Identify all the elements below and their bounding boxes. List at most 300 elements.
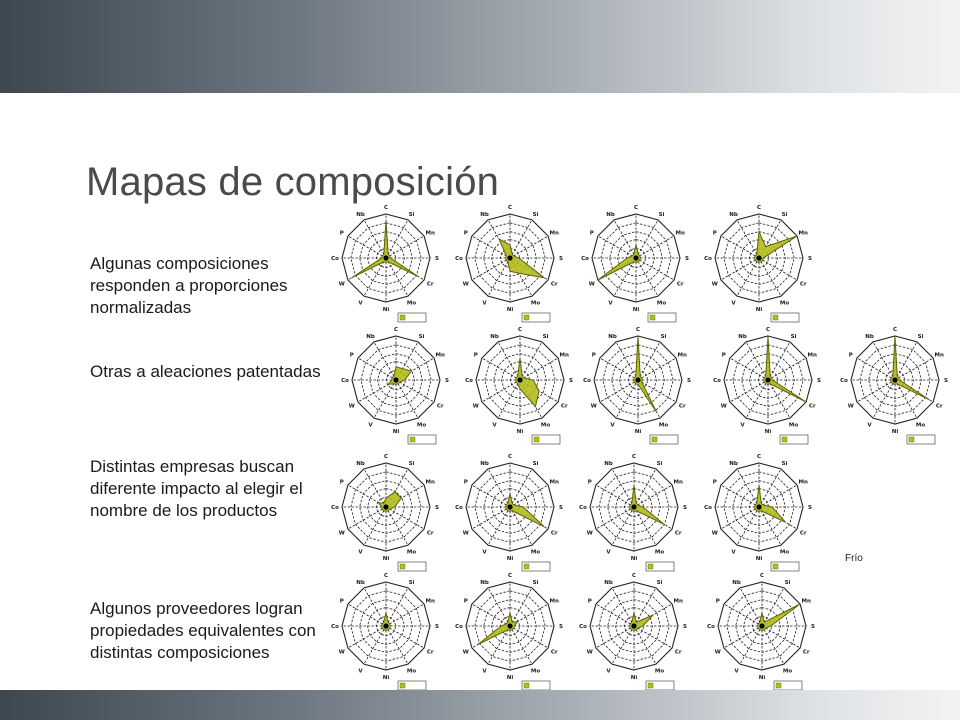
radar-spoke [737, 220, 759, 258]
radar-chart [713, 327, 821, 444]
axis-label: Mn [425, 479, 435, 486]
axis-label: V [731, 549, 736, 556]
axis-label: Ni [891, 429, 899, 436]
axis-label: Co [455, 256, 463, 263]
axis-label: C [507, 205, 513, 212]
axis-label: Ni [630, 556, 638, 563]
radar-spoke [364, 469, 386, 507]
axis-label: Nb [480, 212, 489, 218]
axis-label: Cr [426, 281, 434, 288]
legend-swatch [909, 437, 914, 442]
axis-label: Mn [673, 598, 683, 605]
axis-label: W [586, 649, 593, 656]
radar-spoke [612, 469, 634, 507]
legend-swatch [773, 564, 778, 569]
axis-label: Cr [799, 530, 807, 537]
radar-chart [704, 205, 812, 322]
radar-spoke [348, 236, 386, 258]
axis-label: Mo [915, 422, 926, 429]
axis-label: Mn [798, 230, 808, 237]
axis-label: C [892, 327, 898, 334]
axis-label: C [383, 454, 389, 461]
axis-label: Si [656, 580, 663, 586]
radar-center [507, 504, 512, 509]
radar-chart [341, 327, 449, 444]
axis-label: Cr [550, 281, 558, 288]
axis-label: Cr [436, 403, 444, 410]
radar-center [633, 255, 638, 260]
axis-label: Co [331, 624, 339, 631]
axis-label: Ni [758, 675, 766, 682]
axis-label: Cr [935, 403, 943, 410]
radar-area [388, 367, 411, 385]
axis-label: Nb [865, 334, 874, 340]
radar-area [598, 245, 641, 280]
radar-spoke [721, 485, 759, 507]
radar-spoke [364, 220, 386, 258]
bullet-text: Algunos proveedores logran propiedades equivalentes con distintas composiciones [90, 599, 316, 662]
axis-label: P [587, 598, 592, 605]
radar-center [507, 255, 512, 260]
axis-label: Mn [677, 352, 687, 359]
axis-label: P [339, 479, 344, 486]
axis-label: S [687, 378, 691, 385]
legend-swatch [400, 315, 405, 320]
axis-label: Nb [480, 461, 489, 467]
radar-spoke [472, 604, 510, 626]
axis-label: P [349, 352, 354, 359]
radar-spoke [472, 485, 510, 507]
radar-spoke [520, 358, 558, 380]
radar-chart [581, 205, 689, 322]
axis-label: Cr [560, 403, 568, 410]
legend-swatch [400, 683, 405, 688]
axis-label: Co [704, 505, 712, 512]
axis-label: Nb [604, 580, 613, 586]
axis-label: Co [455, 624, 463, 631]
radar-spoke [482, 358, 520, 380]
axis-label: Si [781, 212, 788, 218]
axis-label: S [817, 378, 821, 385]
radar-chart [455, 205, 563, 322]
axis-label: V [482, 300, 487, 307]
axis-label: Co [455, 505, 463, 512]
axis-label: Mn [798, 479, 808, 486]
axis-label: C [517, 327, 523, 334]
radar-spoke [636, 236, 674, 258]
axis-label: Ni [630, 675, 638, 682]
axis-label: S [808, 256, 812, 263]
axis-label: Mo [406, 549, 417, 556]
axis-label: Mn [934, 352, 944, 359]
radar-chart [455, 573, 563, 690]
axis-label: Nb [604, 461, 613, 467]
axis-label: W [462, 649, 469, 656]
axis-label: P [589, 230, 594, 237]
axis-label: Mo [406, 300, 417, 307]
axis-label: S [944, 378, 948, 385]
axis-label: W [338, 530, 345, 537]
radar-spoke [520, 342, 542, 380]
axis-label: Ni [764, 429, 772, 436]
radar-spoke [746, 342, 768, 380]
axis-label: P [339, 230, 344, 237]
axis-label: Mn [549, 479, 559, 486]
legend-swatch [534, 437, 539, 442]
axis-label: Mo [779, 300, 790, 307]
bullet-text: Algunas composiciones responden a proporciones normalizadas [90, 254, 288, 317]
axis-label: S [435, 505, 439, 512]
axis-label: Nb [738, 334, 747, 340]
axis-label: W [586, 530, 593, 537]
radar-spoke [358, 358, 396, 380]
axis-label: C [756, 454, 762, 461]
radar-spoke [510, 469, 532, 507]
radar-center [892, 377, 897, 382]
radar-center [507, 623, 512, 628]
axis-label: S [685, 256, 689, 263]
axis-label: Mo [406, 668, 417, 675]
radar-center [635, 377, 640, 382]
legend-swatch [524, 564, 529, 569]
axis-label: Ni [392, 429, 400, 436]
legend-swatch [773, 315, 778, 320]
axis-label: V [358, 668, 363, 675]
legend-swatch [524, 315, 529, 320]
axis-label: P [591, 352, 596, 359]
axis-label: V [731, 300, 736, 307]
radar-spoke [374, 342, 396, 380]
axis-label: Ni [506, 675, 514, 682]
axis-label: V [368, 422, 373, 429]
radar-spoke [348, 604, 386, 626]
radar-spoke [488, 469, 510, 507]
axis-label: W [711, 530, 718, 537]
legend-swatch [648, 564, 653, 569]
slide-title: Mapas de composición [86, 160, 500, 204]
radar-spoke [596, 485, 634, 507]
axis-label: S [811, 624, 815, 631]
radar-area [764, 336, 807, 402]
radar-spoke [596, 604, 634, 626]
axis-label: Mo [416, 422, 427, 429]
annotation-label: Frío [845, 553, 863, 564]
axis-label: Mn [435, 352, 445, 359]
radar-chart [455, 454, 563, 571]
radar-chart [704, 454, 812, 571]
legend-swatch [782, 437, 787, 442]
radar-area [478, 613, 518, 645]
axis-label: Si [532, 212, 539, 218]
radar-spoke [510, 485, 548, 507]
radar-chart [840, 327, 948, 444]
axis-label: S [559, 256, 563, 263]
radar-spoke [386, 588, 408, 626]
axis-label: Mo [779, 549, 790, 556]
radar-spoke [612, 588, 634, 626]
radar-spoke [598, 236, 636, 258]
axis-label: Si [408, 461, 415, 467]
axis-label: Nb [356, 212, 365, 218]
radar-center [383, 623, 388, 628]
axis-label: W [462, 281, 469, 288]
axis-label: Mo [782, 668, 793, 675]
radar-chart [583, 327, 691, 444]
bullet-text: Distintas empresas buscan diferente impacto al elegir el nombre de los productos [90, 457, 303, 520]
axis-label: Si [408, 580, 415, 586]
radar-spoke [510, 220, 532, 258]
radar-chart [465, 327, 573, 444]
axis-label: V [358, 549, 363, 556]
axis-label: C [383, 573, 389, 580]
axis-label: Ni [634, 429, 642, 436]
axis-label: Si [408, 212, 415, 218]
radar-spoke [636, 220, 658, 258]
axis-label: W [711, 281, 718, 288]
axis-label: P [721, 352, 726, 359]
axis-label: Ni [382, 307, 390, 314]
legend-swatch [776, 683, 781, 688]
axis-label: Si [917, 334, 924, 340]
axis-label: Mn [425, 230, 435, 237]
axis-label: P [473, 352, 478, 359]
axis-label: Si [658, 212, 665, 218]
axis-label: V [492, 422, 497, 429]
axis-label: Cr [550, 530, 558, 537]
axis-label: V [482, 549, 487, 556]
axis-label: Si [532, 461, 539, 467]
axis-label: Mn [549, 598, 559, 605]
radar-spoke [614, 220, 636, 258]
axis-label: C [507, 573, 513, 580]
axis-label: Mn [801, 598, 811, 605]
axis-label: C [393, 327, 399, 334]
legend-swatch [524, 683, 529, 688]
legend-swatch [400, 564, 405, 569]
axis-label: Co [331, 256, 339, 263]
axis-label: V [734, 668, 739, 675]
axis-label: V [358, 300, 363, 307]
axis-label: Co [707, 624, 715, 631]
radar-spoke [740, 588, 762, 626]
axis-label: Mo [540, 422, 551, 429]
radar-center [765, 377, 770, 382]
axis-label: P [463, 598, 468, 605]
radar-spoke [634, 469, 656, 507]
radar-spoke [730, 358, 768, 380]
axis-label: C [383, 205, 389, 212]
axis-label: W [338, 649, 345, 656]
axis-label: P [848, 352, 853, 359]
radar-spoke [510, 588, 532, 626]
axis-label: Mn [673, 479, 683, 486]
axis-label: Si [418, 334, 425, 340]
radar-spoke [724, 604, 762, 626]
radar-spoke [638, 358, 676, 380]
radar-area [378, 492, 401, 512]
axis-label: V [610, 422, 615, 429]
radar-chart [579, 573, 687, 690]
axis-label: Cr [674, 649, 682, 656]
axis-label: P [712, 230, 717, 237]
axis-label: Mo [656, 300, 667, 307]
axis-label: S [445, 378, 449, 385]
axis-label: Nb [366, 334, 375, 340]
axis-label: V [740, 422, 745, 429]
axis-label: Co [704, 256, 712, 263]
axis-label: V [606, 668, 611, 675]
radar-spoke [895, 342, 917, 380]
axis-label: Nb [608, 334, 617, 340]
radar-spoke [600, 358, 638, 380]
axis-label: C [631, 454, 637, 461]
axis-label: P [463, 230, 468, 237]
radar-spoke [634, 485, 672, 507]
axis-label: Si [542, 334, 549, 340]
axis-label: V [482, 668, 487, 675]
radar-spoke [759, 485, 797, 507]
axis-label: W [348, 403, 355, 410]
radar-spoke [638, 342, 660, 380]
axis-label: Cr [802, 649, 810, 656]
axis-label: P [715, 598, 720, 605]
axis-label: S [435, 256, 439, 263]
legend-swatch [650, 315, 655, 320]
radar-center [756, 504, 761, 509]
radar-spoke [364, 588, 386, 626]
axis-label: C [635, 327, 641, 334]
axis-label: Si [784, 580, 791, 586]
radar-center [517, 377, 522, 382]
axis-label: C [633, 205, 639, 212]
axis-label: Co [579, 505, 587, 512]
axis-label: Mn [425, 598, 435, 605]
legend-swatch [410, 437, 415, 442]
axis-label: W [847, 403, 854, 410]
axis-label: Mo [530, 300, 541, 307]
axis-label: Si [790, 334, 797, 340]
axis-label: Ni [755, 307, 763, 314]
axis-label: W [590, 403, 597, 410]
axis-label: P [463, 479, 468, 486]
axis-label: S [808, 505, 812, 512]
axis-label: W [714, 649, 721, 656]
radar-spoke [768, 342, 790, 380]
radar-spoke [386, 604, 424, 626]
axis-label: W [462, 530, 469, 537]
axis-label: W [338, 281, 345, 288]
axis-label: V [608, 300, 613, 307]
axis-label: Mo [530, 549, 541, 556]
axis-label: C [507, 454, 513, 461]
axis-label: Nb [490, 334, 499, 340]
axis-label: C [756, 205, 762, 212]
axis-label: P [712, 479, 717, 486]
axis-label: V [606, 549, 611, 556]
radar-spoke [498, 342, 520, 380]
axis-label: Cr [426, 530, 434, 537]
legend-swatch [648, 683, 653, 688]
axis-label: V [867, 422, 872, 429]
axis-label: Ni [382, 556, 390, 563]
radar-spoke [616, 342, 638, 380]
radar-center [631, 504, 636, 509]
axis-label: Cr [550, 649, 558, 656]
axis-label: Cr [676, 281, 684, 288]
axis-label: Ni [632, 307, 640, 314]
radar-chart-grid [328, 198, 960, 690]
legend-swatch [652, 437, 657, 442]
axis-label: S [435, 624, 439, 631]
axis-label: Ni [506, 556, 514, 563]
axis-label: Mn [559, 352, 569, 359]
axis-label: Co [331, 505, 339, 512]
axis-label: Mo [658, 422, 669, 429]
axis-label: S [559, 624, 563, 631]
axis-label: C [765, 327, 771, 334]
axis-label: Cr [808, 403, 816, 410]
radar-center [759, 623, 764, 628]
axis-label: Si [656, 461, 663, 467]
axis-label: W [472, 403, 479, 410]
radar-spoke [488, 588, 510, 626]
axis-label: Co [840, 378, 848, 385]
axis-label: Nb [356, 461, 365, 467]
radar-center [756, 255, 761, 260]
radar-spoke [873, 342, 895, 380]
radar-center [383, 255, 388, 260]
axis-label: P [339, 598, 344, 605]
radar-spoke [737, 469, 759, 507]
axis-label: Mo [530, 668, 541, 675]
radar-spoke [768, 358, 806, 380]
axis-label: Nb [729, 212, 738, 218]
axis-label: W [720, 403, 727, 410]
axis-label: Mn [675, 230, 685, 237]
axis-label: Co [581, 256, 589, 263]
axis-label: Nb [729, 461, 738, 467]
axis-label: P [587, 479, 592, 486]
axis-label: Nb [606, 212, 615, 218]
axis-label: Si [781, 461, 788, 467]
radar-center [383, 504, 388, 509]
bullet-text: Otras a aleaciones patentadas [90, 362, 321, 381]
header-band [0, 0, 960, 93]
axis-label: Si [532, 580, 539, 586]
axis-label: C [759, 573, 765, 580]
axis-label: Co [579, 624, 587, 631]
axis-label: Ni [516, 429, 524, 436]
axis-label: Cr [426, 649, 434, 656]
radar-spoke [759, 469, 781, 507]
radar-chart [707, 573, 815, 690]
radar-spoke [386, 236, 424, 258]
axis-label: C [631, 573, 637, 580]
axis-label: Co [465, 378, 473, 385]
axis-label: Mo [654, 668, 665, 675]
axis-label: Mn [807, 352, 817, 359]
radar-center [631, 623, 636, 628]
axis-label: S [683, 505, 687, 512]
radar-spoke [895, 358, 933, 380]
axis-label: S [559, 505, 563, 512]
radar-spoke [510, 236, 548, 258]
radar-spoke [386, 220, 408, 258]
axis-label: W [588, 281, 595, 288]
axis-label: Ni [382, 675, 390, 682]
axis-label: S [683, 624, 687, 631]
axis-label: Mo [788, 422, 799, 429]
